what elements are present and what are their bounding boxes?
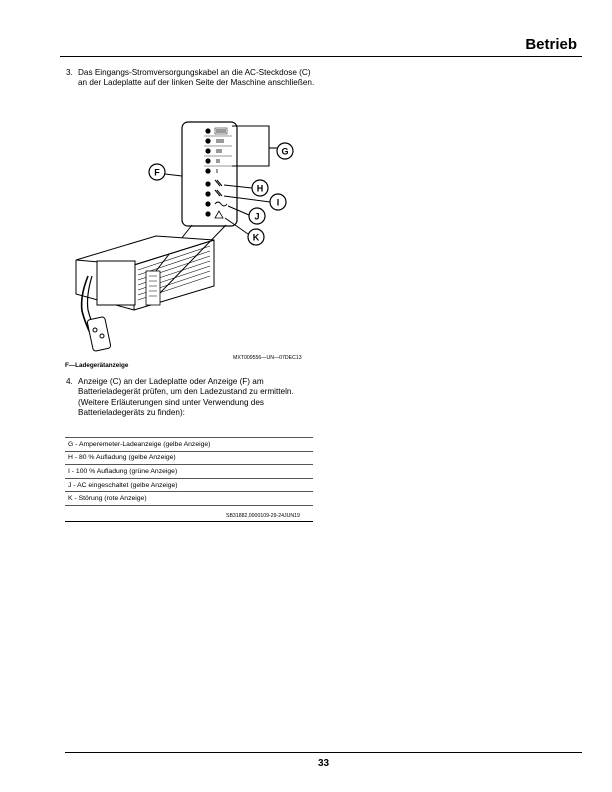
step-text: Das Eingangs-Stromversorgungskabel an die AC-Steckdose (C) an der Ladeplatte auf der linken Seite der Maschine anschließen. <box>78 68 315 88</box>
svg-text:J: J <box>254 211 260 222</box>
svg-text:I: I <box>276 197 280 208</box>
step-text: Anzeige (C) an der Ladeplatte oder Anzeige (F) am Batterieladegerät prüfen, um den Ladezustand zu ermitteln. (Weitere Erläuterungen sind unter Verwendung des Batterieladegeräts zu finden): <box>78 377 294 417</box>
indicator-panel <box>182 122 237 226</box>
step-4 <box>66 377 318 418</box>
figure-reference: MXT009556—UN—07DEC13 <box>233 355 302 361</box>
indicator-legend-table <box>65 437 313 506</box>
charger-indicator-figure <box>64 118 324 358</box>
step-3 <box>66 68 318 89</box>
legend-cell: J - AC eingeschaltet (gelbe Anzeige) <box>65 478 313 492</box>
page-title: Betrieb <box>525 36 577 53</box>
legend-row <box>65 478 313 492</box>
svg-text:K: K <box>252 232 260 243</box>
legend-cell: I - 100 % Aufladung (grüne Anzeige) <box>65 465 313 479</box>
section-end-divider <box>65 521 313 522</box>
battery-charger-unit <box>76 236 214 352</box>
footer-divider <box>65 752 582 753</box>
callout-g <box>277 143 293 159</box>
legend-cell: K - Störung (rote Anzeige) <box>65 492 313 506</box>
svg-text:G: G <box>281 146 289 157</box>
figure-caption: F—Ladegerätanzeige <box>65 362 129 369</box>
svg-text:H: H <box>256 183 264 194</box>
step-number: 3. <box>66 68 73 77</box>
reference-code: SB31882,0000109-29-24JUN19 <box>226 513 300 519</box>
legend-cell: H - 80 % Aufladung (gelbe Anzeige) <box>65 451 313 465</box>
charger-illustration <box>64 118 324 358</box>
title-divider <box>60 56 582 57</box>
legend-row <box>65 492 313 506</box>
legend-row <box>65 438 313 452</box>
legend-row <box>65 465 313 479</box>
legend-row <box>65 451 313 465</box>
step-number: 4. <box>66 377 73 386</box>
page-number: 33 <box>318 758 330 769</box>
callout-f <box>149 164 182 180</box>
svg-text:F: F <box>154 167 160 178</box>
legend-cell: G - Amperemeter-Ladeanzeige (gelbe Anzeige) <box>65 438 313 452</box>
